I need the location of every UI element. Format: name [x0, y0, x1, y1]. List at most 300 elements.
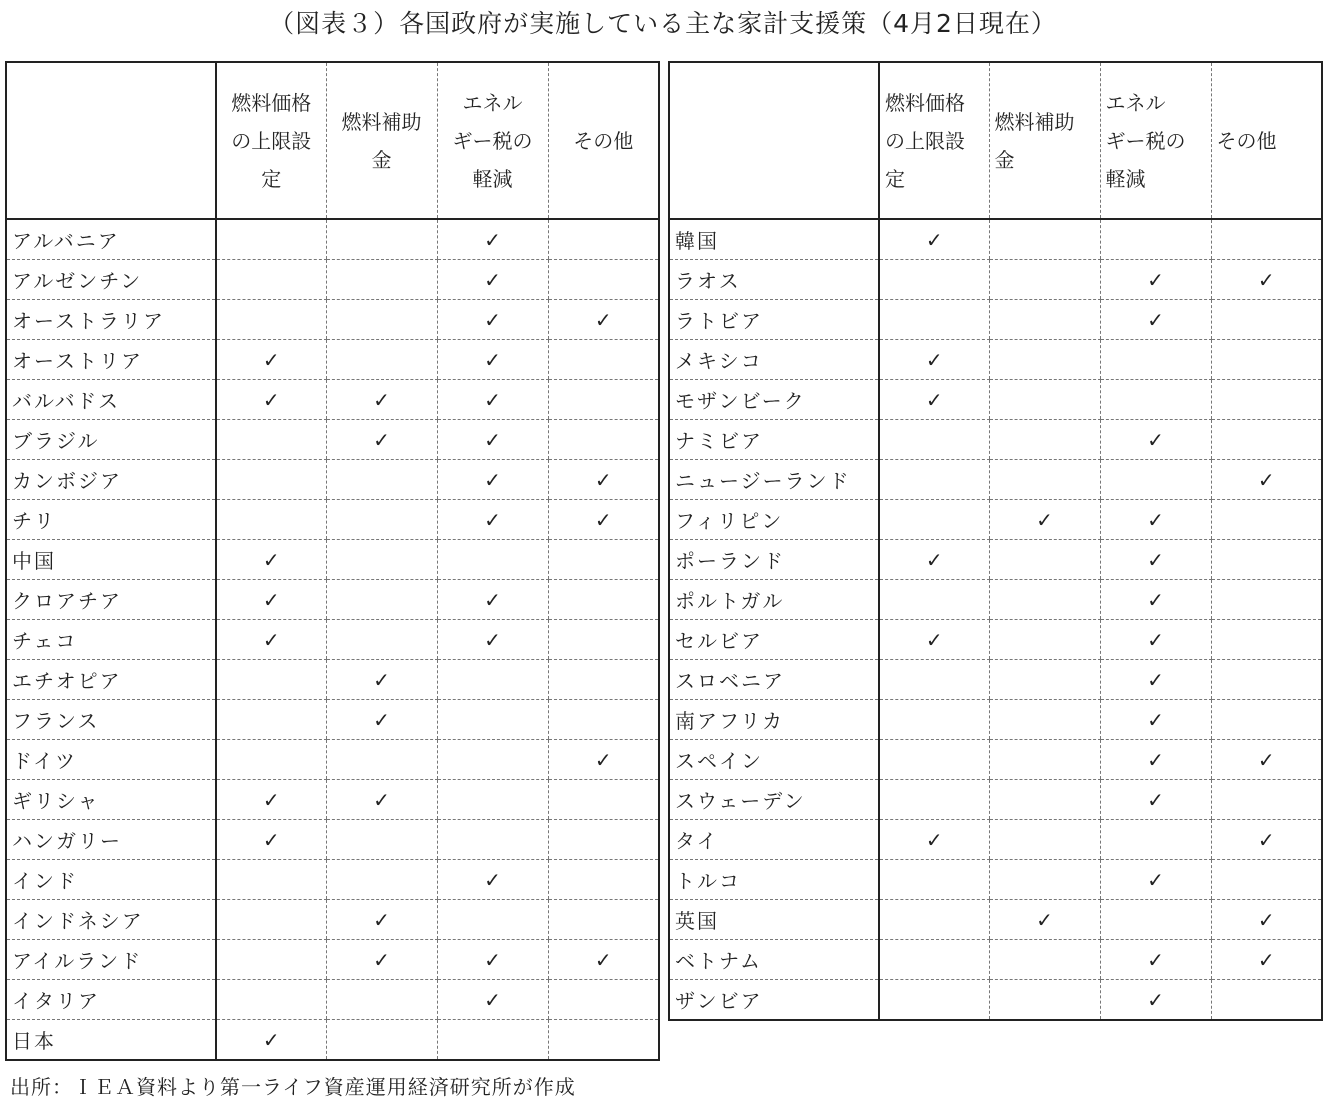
check-mark-icon: ✓	[1147, 307, 1164, 332]
table-row	[6, 820, 659, 860]
country-name: インド	[6, 860, 216, 900]
check-cell	[548, 340, 659, 380]
check-cell	[1211, 460, 1322, 500]
check-mark-icon: ✓	[1257, 947, 1275, 972]
table-row	[669, 740, 1322, 780]
table-row	[6, 300, 659, 340]
check-cell	[1211, 380, 1322, 420]
check-cell	[216, 260, 326, 300]
check-cell	[437, 940, 548, 980]
check-cell	[989, 500, 1100, 540]
check-cell	[1100, 900, 1211, 940]
check-mark-icon: ✓	[262, 627, 280, 652]
check-cell	[879, 860, 989, 900]
check-cell	[1100, 780, 1211, 820]
country-name: オーストラリア	[6, 300, 216, 340]
check-mark-icon: ✓	[484, 587, 501, 612]
check-cell	[989, 900, 1100, 940]
country-name: ラトビア	[669, 300, 879, 340]
check-cell	[1100, 940, 1211, 980]
country-name: ポーランド	[669, 540, 879, 580]
check-mark-icon: ✓	[594, 747, 612, 772]
check-cell	[437, 740, 548, 780]
check-cell	[326, 580, 437, 620]
check-cell	[216, 740, 326, 780]
check-cell	[1100, 420, 1211, 460]
check-cell	[1211, 940, 1322, 980]
column-header-energy-tax-cut	[437, 62, 548, 219]
check-cell	[216, 660, 326, 700]
check-cell	[989, 820, 1100, 860]
table-row	[6, 780, 659, 820]
column-header-price-cap	[879, 62, 989, 219]
check-cell	[1211, 740, 1322, 780]
check-cell	[1211, 780, 1322, 820]
column-header-price-cap	[216, 62, 326, 219]
column-header-fuel-subsidy	[326, 62, 437, 219]
check-cell	[1100, 700, 1211, 740]
check-cell	[989, 980, 1100, 1021]
country-name: インドネシア	[6, 900, 216, 940]
table-row	[669, 540, 1322, 580]
check-cell	[548, 380, 659, 420]
check-cell	[1211, 300, 1322, 340]
check-cell	[326, 980, 437, 1020]
column-header-label: 燃料補助 金	[341, 109, 422, 172]
check-mark-icon: ✓	[1147, 787, 1164, 812]
table-row	[6, 980, 659, 1020]
table-row	[6, 740, 659, 780]
check-cell	[879, 980, 989, 1021]
check-cell	[1100, 500, 1211, 540]
check-cell	[989, 460, 1100, 500]
source-note: 出所：ＩＥＡ資料より第一ライフ資産運用経済研究所が作成	[10, 1075, 576, 1099]
country-name: ベトナム	[669, 940, 879, 980]
check-mark-icon: ✓	[262, 587, 280, 612]
check-cell	[437, 340, 548, 380]
country-name: カンボジア	[6, 460, 216, 500]
check-cell	[326, 260, 437, 300]
table-row	[669, 380, 1322, 420]
check-cell	[1211, 260, 1322, 300]
country-name: クロアチア	[6, 580, 216, 620]
check-cell	[326, 900, 437, 940]
check-cell	[216, 300, 326, 340]
check-cell	[1211, 900, 1322, 940]
check-cell	[216, 540, 326, 580]
check-mark-icon: ✓	[1036, 507, 1053, 532]
check-cell	[548, 1020, 659, 1061]
check-cell	[989, 780, 1100, 820]
country-name: 英国	[669, 900, 879, 940]
table-row	[6, 660, 659, 700]
column-header-label: その他	[1216, 128, 1277, 153]
check-mark-icon: ✓	[262, 387, 280, 412]
check-mark-icon: ✓	[1257, 467, 1275, 492]
check-cell	[216, 340, 326, 380]
check-cell	[437, 260, 548, 300]
check-cell	[879, 500, 989, 540]
check-mark-icon: ✓	[925, 347, 943, 372]
check-cell	[326, 540, 437, 580]
check-mark-icon: ✓	[373, 387, 390, 412]
table-row	[669, 219, 1322, 260]
check-cell	[437, 780, 548, 820]
country-name: トルコ	[669, 860, 879, 900]
country-name: アルゼンチン	[6, 260, 216, 300]
country-name: ハンガリー	[6, 820, 216, 860]
check-cell	[879, 540, 989, 580]
country-name: ニュージーランド	[669, 460, 879, 500]
check-cell	[548, 300, 659, 340]
check-cell	[1100, 340, 1211, 380]
check-cell	[989, 740, 1100, 780]
check-cell	[879, 900, 989, 940]
check-mark-icon: ✓	[373, 427, 390, 452]
check-cell	[216, 219, 326, 260]
column-header-energy-tax-cut	[1100, 62, 1211, 219]
check-cell	[879, 300, 989, 340]
country-name: スペイン	[669, 740, 879, 780]
check-cell	[1211, 219, 1322, 260]
check-cell	[1211, 500, 1322, 540]
country-name: アルバニア	[6, 219, 216, 260]
check-cell	[989, 940, 1100, 980]
check-cell	[548, 780, 659, 820]
check-cell	[879, 820, 989, 860]
table-row	[669, 700, 1322, 740]
check-cell	[216, 1020, 326, 1061]
check-cell	[216, 580, 326, 620]
check-mark-icon: ✓	[484, 867, 501, 892]
check-cell	[1211, 860, 1322, 900]
check-cell	[1211, 540, 1322, 580]
check-cell	[1211, 340, 1322, 380]
check-cell	[989, 860, 1100, 900]
table-row	[6, 500, 659, 540]
check-cell	[1211, 620, 1322, 660]
country-name: タイ	[669, 820, 879, 860]
table-row	[6, 460, 659, 500]
column-header-label: エネル ギー税の 軽減	[1105, 90, 1186, 191]
table-row	[669, 860, 1322, 900]
column-header-fuel-subsidy	[989, 62, 1100, 219]
check-cell	[216, 700, 326, 740]
check-cell	[1100, 660, 1211, 700]
check-cell	[1100, 300, 1211, 340]
measures-table-left	[5, 61, 660, 1061]
check-cell	[326, 219, 437, 260]
table-row	[669, 300, 1322, 340]
check-cell	[437, 540, 548, 580]
table-row	[669, 420, 1322, 460]
country-name: セルビア	[669, 620, 879, 660]
page-title: （図表３）各国政府が実施している主な家計支援策（4月2日現在）	[269, 9, 1057, 38]
country-name: ザンビア	[669, 980, 879, 1021]
check-cell	[548, 260, 659, 300]
check-cell	[216, 460, 326, 500]
table-row	[6, 219, 659, 260]
check-cell	[1100, 260, 1211, 300]
check-mark-icon: ✓	[373, 667, 390, 692]
check-cell	[879, 219, 989, 260]
check-mark-icon: ✓	[484, 307, 501, 332]
check-cell	[1211, 820, 1322, 860]
column-header-other	[548, 62, 659, 219]
check-cell	[1211, 980, 1322, 1021]
check-cell	[326, 940, 437, 980]
check-cell	[216, 980, 326, 1020]
table-row	[6, 380, 659, 420]
check-mark-icon: ✓	[925, 827, 943, 852]
table-row	[6, 1020, 659, 1061]
table-row	[669, 500, 1322, 540]
check-mark-icon: ✓	[1147, 707, 1164, 732]
country-name: 中国	[6, 540, 216, 580]
check-cell	[1100, 980, 1211, 1021]
check-cell	[1100, 620, 1211, 660]
check-cell	[879, 700, 989, 740]
check-cell	[879, 460, 989, 500]
check-cell	[989, 580, 1100, 620]
check-mark-icon: ✓	[1147, 627, 1164, 652]
check-cell	[548, 660, 659, 700]
check-cell	[879, 780, 989, 820]
check-cell	[326, 660, 437, 700]
check-cell	[326, 340, 437, 380]
check-cell	[326, 1020, 437, 1061]
check-cell	[216, 500, 326, 540]
check-cell	[1211, 660, 1322, 700]
check-cell	[879, 380, 989, 420]
column-header-other	[1211, 62, 1322, 219]
check-cell	[437, 820, 548, 860]
check-cell	[437, 700, 548, 740]
column-header-label: その他	[573, 128, 634, 153]
table-row	[6, 540, 659, 580]
check-mark-icon: ✓	[1257, 267, 1275, 292]
check-cell	[548, 820, 659, 860]
check-mark-icon: ✓	[1257, 827, 1275, 852]
check-mark-icon: ✓	[1147, 427, 1164, 452]
check-cell	[437, 460, 548, 500]
check-cell	[437, 420, 548, 460]
check-cell	[989, 300, 1100, 340]
check-cell	[879, 260, 989, 300]
check-cell	[989, 420, 1100, 460]
check-mark-icon: ✓	[925, 227, 943, 252]
country-name: メキシコ	[669, 340, 879, 380]
check-cell	[326, 620, 437, 660]
check-cell	[326, 740, 437, 780]
table-row	[669, 580, 1322, 620]
check-mark-icon: ✓	[1147, 947, 1164, 972]
check-cell	[548, 740, 659, 780]
check-mark-icon: ✓	[373, 787, 390, 812]
check-cell	[1100, 540, 1211, 580]
country-name: アイルランド	[6, 940, 216, 980]
check-mark-icon: ✓	[484, 427, 501, 452]
table-row	[6, 340, 659, 380]
check-cell	[548, 700, 659, 740]
check-cell	[437, 219, 548, 260]
country-name: チェコ	[6, 620, 216, 660]
header-corner-cell	[669, 62, 879, 219]
check-cell	[437, 620, 548, 660]
check-mark-icon: ✓	[484, 347, 501, 372]
check-cell	[548, 540, 659, 580]
check-mark-icon: ✓	[925, 387, 943, 412]
check-mark-icon: ✓	[1147, 587, 1164, 612]
check-mark-icon: ✓	[484, 227, 501, 252]
check-cell	[1211, 580, 1322, 620]
check-cell	[989, 700, 1100, 740]
check-cell	[1211, 420, 1322, 460]
check-cell	[989, 340, 1100, 380]
measures-table-right	[668, 61, 1323, 1021]
table-row	[669, 900, 1322, 940]
check-mark-icon: ✓	[925, 547, 943, 572]
check-cell	[548, 900, 659, 940]
table-row	[669, 260, 1322, 300]
check-mark-icon: ✓	[925, 627, 943, 652]
check-cell	[879, 620, 989, 660]
check-mark-icon: ✓	[373, 707, 390, 732]
check-cell	[548, 460, 659, 500]
table-row	[6, 700, 659, 740]
check-cell	[216, 820, 326, 860]
check-cell	[326, 380, 437, 420]
header-row	[6, 62, 659, 219]
column-header-label: エネル ギー税の 軽減	[452, 90, 533, 191]
check-cell	[879, 940, 989, 980]
column-header-label: 燃料価格 の上限設 定	[231, 90, 312, 191]
table-row	[669, 660, 1322, 700]
check-cell	[989, 660, 1100, 700]
check-cell	[879, 660, 989, 700]
check-cell	[989, 540, 1100, 580]
country-name: 韓国	[669, 219, 879, 260]
table-row	[669, 820, 1322, 860]
country-name: フランス	[6, 700, 216, 740]
check-cell	[1100, 860, 1211, 900]
check-mark-icon: ✓	[484, 387, 501, 412]
check-cell	[1100, 820, 1211, 860]
table-row	[669, 620, 1322, 660]
check-mark-icon: ✓	[1147, 267, 1164, 292]
check-mark-icon: ✓	[1147, 987, 1164, 1012]
check-cell	[1211, 700, 1322, 740]
check-cell	[437, 900, 548, 940]
check-cell	[216, 620, 326, 660]
check-mark-icon: ✓	[1257, 747, 1275, 772]
check-mark-icon: ✓	[1036, 907, 1053, 932]
header-corner-cell	[6, 62, 216, 219]
table-row	[6, 620, 659, 660]
check-cell	[548, 500, 659, 540]
check-mark-icon: ✓	[1257, 907, 1275, 932]
check-cell	[326, 420, 437, 460]
check-mark-icon: ✓	[262, 347, 280, 372]
check-cell	[326, 500, 437, 540]
check-mark-icon: ✓	[484, 627, 501, 652]
check-cell	[326, 820, 437, 860]
check-mark-icon: ✓	[262, 787, 280, 812]
country-name: ドイツ	[6, 740, 216, 780]
table-row	[6, 260, 659, 300]
check-cell	[1100, 219, 1211, 260]
check-cell	[1100, 460, 1211, 500]
check-cell	[326, 460, 437, 500]
check-mark-icon: ✓	[1147, 867, 1164, 892]
table-row	[6, 860, 659, 900]
check-mark-icon: ✓	[594, 467, 612, 492]
check-mark-icon: ✓	[262, 547, 280, 572]
check-mark-icon: ✓	[484, 267, 501, 292]
country-name: オーストリア	[6, 340, 216, 380]
check-cell	[548, 580, 659, 620]
check-cell	[437, 580, 548, 620]
check-cell	[216, 380, 326, 420]
check-cell	[216, 860, 326, 900]
check-cell	[879, 740, 989, 780]
check-cell	[548, 219, 659, 260]
country-name: エチオピア	[6, 660, 216, 700]
country-name: ラオス	[669, 260, 879, 300]
check-cell	[548, 980, 659, 1020]
check-mark-icon: ✓	[1147, 547, 1164, 572]
country-name: ナミビア	[669, 420, 879, 460]
check-mark-icon: ✓	[373, 947, 390, 972]
table-row	[6, 420, 659, 460]
check-mark-icon: ✓	[262, 827, 280, 852]
check-cell	[437, 1020, 548, 1061]
table-row	[669, 980, 1322, 1021]
table-row	[6, 580, 659, 620]
country-name: スロベニア	[669, 660, 879, 700]
column-header-label: 燃料補助 金	[994, 109, 1075, 172]
country-name: ブラジル	[6, 420, 216, 460]
check-mark-icon: ✓	[484, 987, 501, 1012]
check-cell	[548, 940, 659, 980]
table-row	[669, 460, 1322, 500]
check-mark-icon: ✓	[594, 307, 612, 332]
table-row	[6, 940, 659, 980]
check-cell	[989, 620, 1100, 660]
check-mark-icon: ✓	[1147, 747, 1164, 772]
check-cell	[437, 660, 548, 700]
check-cell	[1100, 580, 1211, 620]
check-mark-icon: ✓	[1147, 507, 1164, 532]
check-cell	[548, 420, 659, 460]
check-mark-icon: ✓	[262, 1027, 280, 1052]
header-row	[669, 62, 1322, 219]
check-cell	[437, 980, 548, 1020]
check-cell	[879, 580, 989, 620]
country-name: 南アフリカ	[669, 700, 879, 740]
check-cell	[216, 420, 326, 460]
check-mark-icon: ✓	[1147, 667, 1164, 692]
check-cell	[548, 860, 659, 900]
check-cell	[989, 219, 1100, 260]
country-name: チリ	[6, 500, 216, 540]
column-header-label: 燃料価格 の上限設 定	[885, 90, 965, 191]
check-cell	[326, 300, 437, 340]
country-name: スウェーデン	[669, 780, 879, 820]
country-name: ギリシャ	[6, 780, 216, 820]
check-cell	[548, 620, 659, 660]
country-name: 日本	[6, 1020, 216, 1061]
